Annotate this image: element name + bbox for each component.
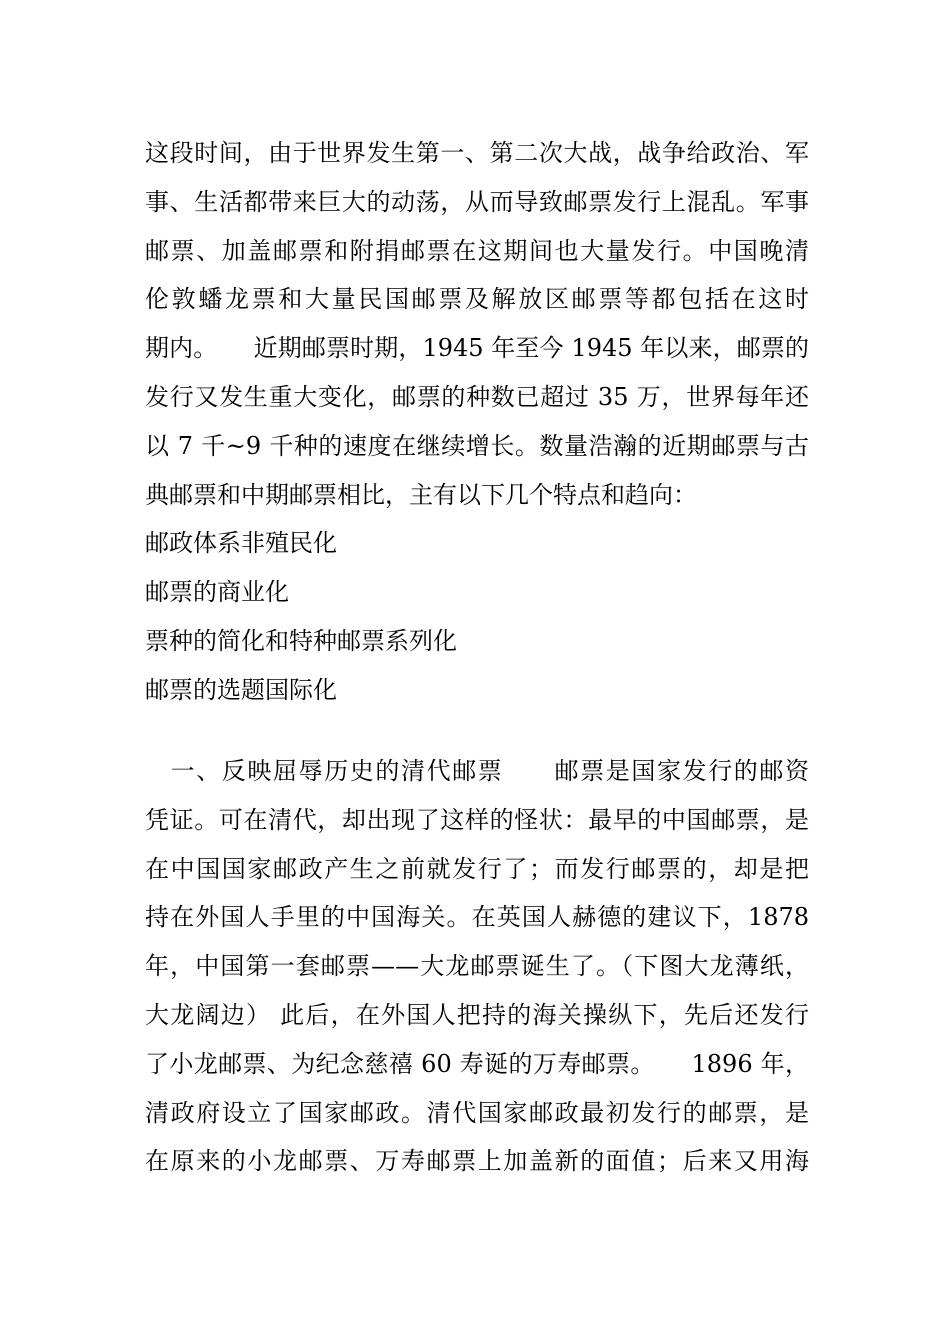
paragraph-qing-dynasty-stamps <box>145 747 809 1186</box>
text-line: 年，中国第一套邮票——大龙邮票诞生了。（下图大龙薄纸， <box>145 952 809 981</box>
list-item: 票种的简化和特种邮票系列化 <box>145 626 457 655</box>
text-line: 持在外国人手里的中国海关。在英国人赫德的建议下，1878 <box>145 903 809 932</box>
text-line: 事、生活都带来巨大的动荡，从而导致邮票发行上混乱。军事 <box>145 187 809 216</box>
text-line: 在中国国家邮政产生之前就发行了；而发行邮票的，却是把 <box>145 854 809 883</box>
text-line: 了小龙邮票、为纪念慈禧 60 寿诞的万寿邮票。 1896 年， <box>145 1049 809 1078</box>
text-line: 典邮票和中期邮票相比，主有以下几个特点和趋向： <box>145 480 697 509</box>
text-line: 邮票、加盖邮票和附捐邮票在这期间也大量发行。中国晚清 <box>145 236 809 265</box>
text-line: 发行又发生重大变化，邮票的种数已超过 35 万，世界每年还 <box>145 382 809 411</box>
list-item: 邮票的选题国际化 <box>145 675 337 704</box>
text-line: 伦敦蟠龙票和大量民国邮票及解放区邮票等都包括在这时 <box>145 285 809 314</box>
text-line: 大龙阔边） 此后，在外国人把持的海关操纵下，先后还发行 <box>145 1000 809 1029</box>
text-line: 在原来的小龙邮票、万寿邮票上加盖新的面值；后来又用海 <box>145 1147 809 1176</box>
list-item: 邮政体系非殖民化 <box>145 529 337 558</box>
text-line: 一、反映屈辱历史的清代邮票 邮票是国家发行的邮资 <box>145 757 809 785</box>
list-item: 邮票的商业化 <box>145 578 289 607</box>
text-line: 清政府设立了国家邮政。清代国家邮政最初发行的邮票，是 <box>145 1098 809 1127</box>
text-line: 这段时间，由于世界发生第一、第二次大战，战争给政治、军 <box>145 139 809 167</box>
text-line: 以 7 千~9 千种的速度在继续增长。数量浩瀚的近期邮票与古 <box>145 431 809 460</box>
paragraph-stamp-periods <box>145 129 809 715</box>
text-line: 期内。 近期邮票时期，1945 年至今 1945 年以来，邮票的 <box>145 334 809 363</box>
text-line: 凭证。可在清代，却出现了这样的怪状：最早的中国邮票，是 <box>145 805 809 834</box>
